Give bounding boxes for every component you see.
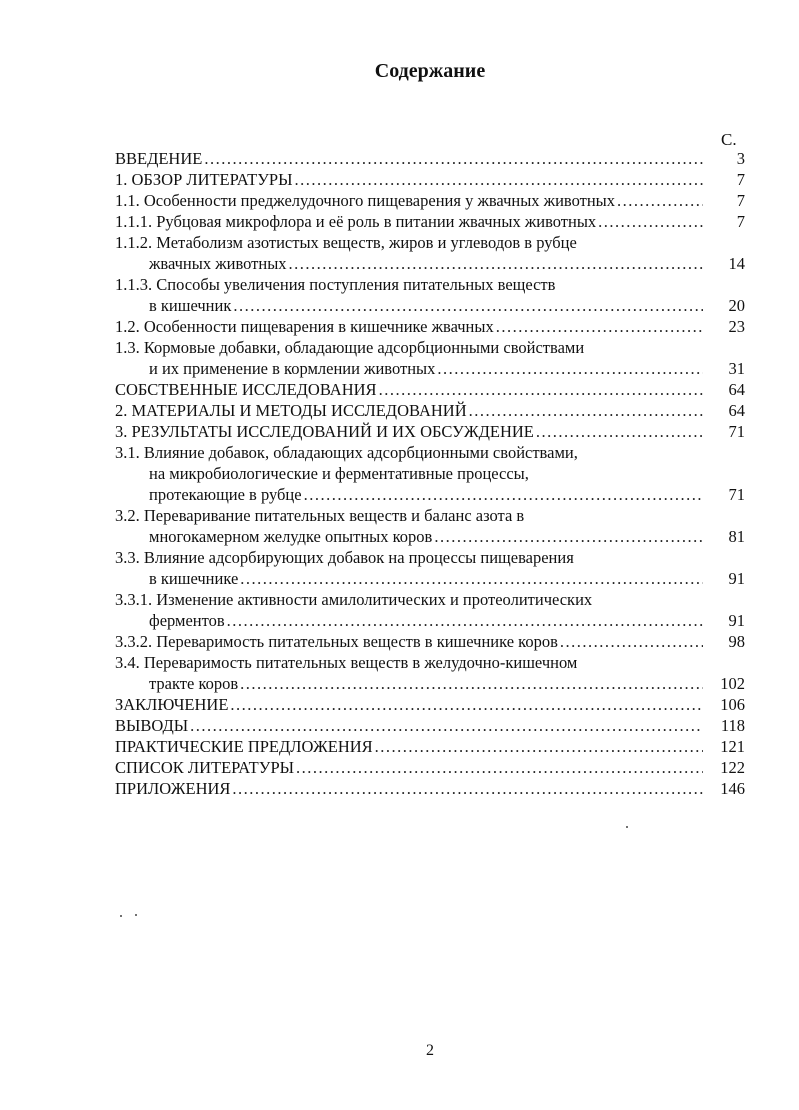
scan-speck [135,914,137,916]
dot-leader [296,757,703,778]
scan-speck [120,915,122,917]
dot-leader [560,631,703,652]
toc-entry [115,547,745,589]
toc-page-number: 71 [728,485,745,504]
dot-leader [240,568,703,589]
toc-entry-text: в кишечник [149,296,232,315]
toc-entry [115,190,745,211]
toc-page-number: 64 [728,401,745,420]
toc-entry-text: 2. МАТЕРИАЛЫ И МЕТОДЫ ИССЛЕДОВАНИЙ [115,401,467,420]
toc-entry [115,778,745,799]
dot-leader [190,715,703,736]
toc-entry-text: ПРИЛОЖЕНИЯ [115,779,231,798]
toc-entry [115,589,745,631]
dot-leader [232,778,703,799]
toc-entry [115,631,745,652]
toc-page-number: 71 [728,422,745,441]
toc-entry-text: и их применение в кормлении животных [149,359,436,378]
toc-page-number: 31 [728,359,745,378]
toc-entry-text: 3.3.2. Переваримость питательных веществ в кишечнике коров [115,632,558,651]
toc-page-number: 7 [736,170,745,189]
toc-entry [115,316,745,337]
toc-entry [115,232,745,274]
dot-leader [437,358,703,379]
toc-page-number: 64 [728,380,745,399]
dot-leader [233,295,703,316]
toc-entry-text: СПИСОК ЛИТЕРАТУРЫ [115,758,295,777]
page-number: 2 [426,1042,434,1059]
table-of-contents [115,148,745,799]
toc-entry [115,400,745,421]
toc-entry-text: 3.4. Переваримость питательных веществ в желудочно-кишечном [115,653,578,672]
toc-entry [115,379,745,400]
toc-entry-text: многокамерном желудке опытных коров [149,527,433,546]
dot-leader [496,316,703,337]
toc-entry [115,505,745,547]
toc-entry [115,169,745,190]
toc-entry-text: жвачных животных [149,254,287,273]
toc-entry-text: 3.3.1. Изменение активности амилолитических и протеолитических [115,590,593,609]
dot-leader [536,421,703,442]
dot-leader [304,484,703,505]
toc-entry-text: протекающие в рубце [149,485,302,504]
toc-page-number: 118 [720,716,745,735]
toc-page-number: 121 [720,737,745,756]
dot-leader [469,400,703,421]
toc-page-number: 81 [728,527,745,546]
toc-page-number: 106 [720,695,745,714]
toc-entry-text: 1.2. Особенности пищеварения в кишечнике жвачных [115,317,494,336]
toc-page-number: 3 [736,149,745,168]
dot-leader [227,610,703,631]
toc-entry-text: 1.1.3. Способы увеличения поступления питательных веществ [115,275,556,294]
toc-page-number: 122 [720,758,745,777]
dot-leader [240,673,703,694]
toc-entry [115,715,745,736]
toc-entry-text: ЗАКЛЮЧЕНИЕ [115,695,229,714]
toc-entry [115,211,745,232]
toc-entry-text: 1. ОБЗОР ЛИТЕРАТУРЫ [115,170,293,189]
dot-leader [375,736,703,757]
toc-entry-text: 1.1.1. Рубцовая микрофлора и её роль в питании жвачных животных [115,212,597,231]
toc-entry [115,148,745,169]
scan-speck [626,826,628,828]
toc-page-number: 20 [728,296,745,315]
toc-page-number: 91 [728,569,745,588]
toc-page-number: 14 [728,254,745,273]
dot-leader [295,169,704,190]
toc-page-number: 98 [728,632,745,651]
dot-leader [379,379,703,400]
toc-entry-text: 1.3. Кормовые добавки, обладающие адсорбционными свойствами [115,338,585,357]
toc-entry-text: ПРАКТИЧЕСКИЕ ПРЕДЛОЖЕНИЯ [115,737,373,756]
page-title: Содержание [374,60,486,82]
toc-entry-text: ферментов [149,611,225,630]
toc-page-number: 102 [720,674,745,693]
dot-leader [289,253,703,274]
toc-entry-text: 3.2. Переваривание питательных веществ и баланс азота в [115,506,525,525]
toc-page-number: 7 [736,191,745,210]
toc-entry [115,442,745,505]
toc-entry-text: СОБСТВЕННЫЕ ИССЛЕДОВАНИЯ [115,380,377,399]
page-column-header: С. [721,130,737,149]
toc-entry [115,736,745,757]
toc-page-number: 7 [736,212,745,231]
toc-page-number: 146 [720,779,745,798]
toc-entry [115,274,745,316]
toc-entry [115,757,745,778]
toc-entry [115,337,745,379]
dot-leader [617,190,703,211]
dot-leader [598,211,703,232]
toc-entry-text: в кишечнике [149,569,239,588]
toc-entry-text: 3. РЕЗУЛЬТАТЫ ИССЛЕДОВАНИЙ И ИХ ОБСУЖДЕНИЕ [115,422,534,441]
toc-entry [115,421,745,442]
toc-entry-text: 1.1. Особенности преджелудочного пищеварения у жвачных животных [115,191,615,210]
dot-leader [230,694,703,715]
toc-entry [115,694,745,715]
toc-entry-text: ВЫВОДЫ [115,716,189,735]
toc-entry-text: на микробиологические и ферментативные процессы, [149,464,529,483]
toc-entry-text: 3.3. Влияние адсорбирующих добавок на процессы пищеварения [115,548,574,567]
toc-page-number: 23 [728,317,745,336]
toc-entry [115,652,745,694]
toc-entry-text: ВВЕДЕНИЕ [115,149,203,168]
toc-page-number: 91 [728,611,745,630]
dot-leader [204,148,703,169]
toc-entry-text: тракте коров [149,674,239,693]
toc-entry-text: 3.1. Влияние добавок, обладающих адсорбционными свойствами, [115,443,578,462]
dot-leader [434,526,703,547]
toc-entry-text: 1.1.2. Метаболизм азотистых веществ, жиров и углеводов в рубце [115,233,577,252]
